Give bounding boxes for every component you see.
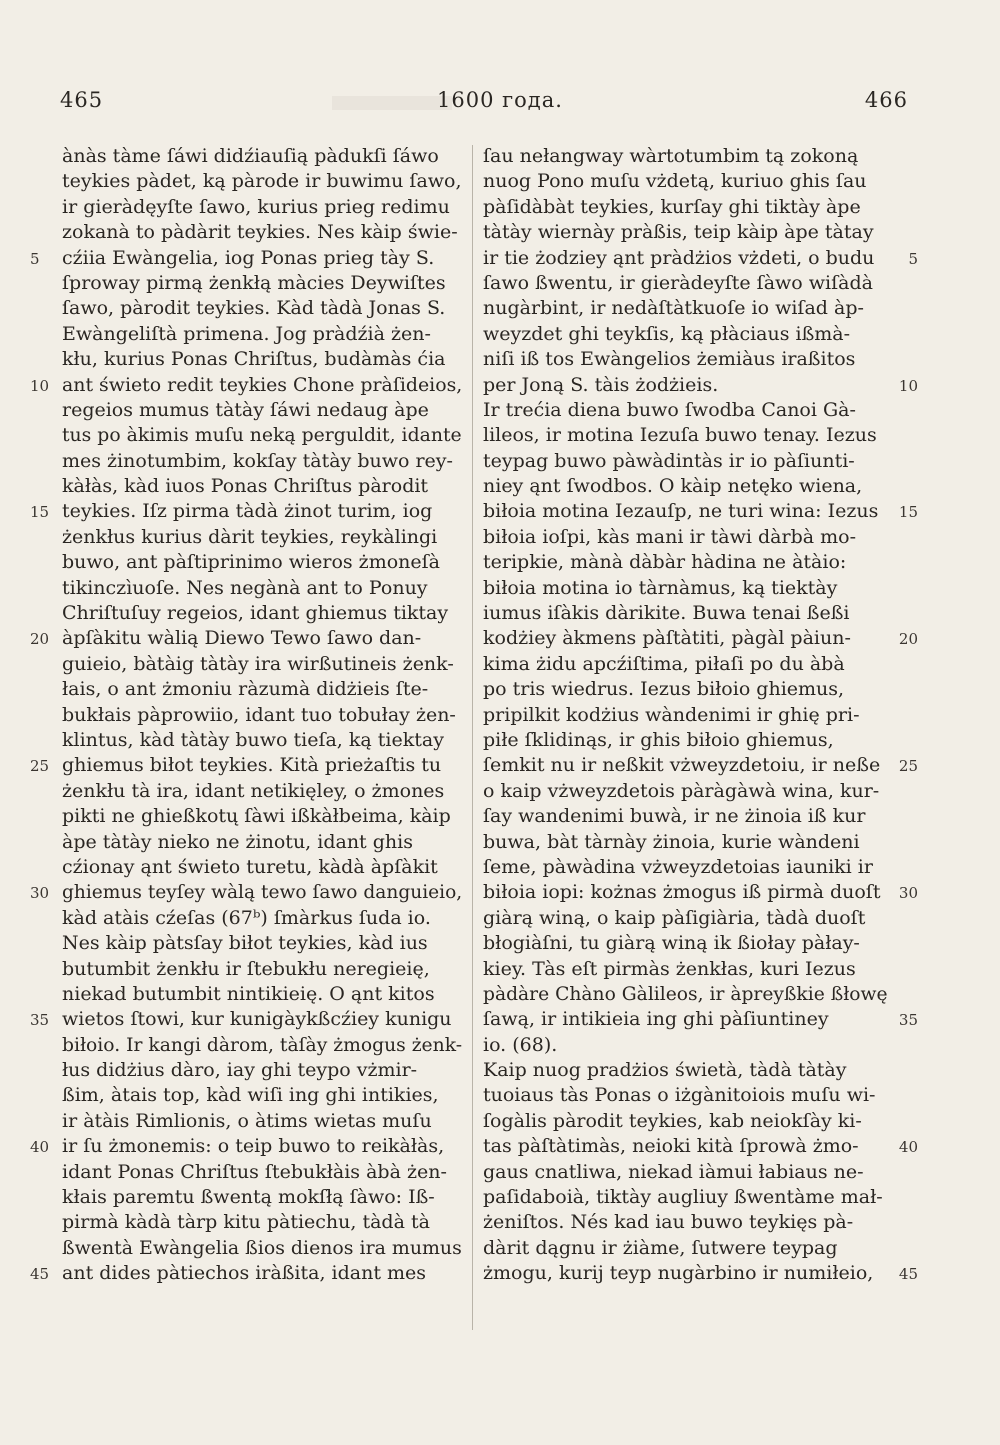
line-text: io. (68). — [483, 1033, 558, 1056]
line-number: 25 — [30, 757, 50, 776]
line-text: klintus, kàd tàtày buwo tieſa, ką tiektay — [62, 728, 444, 751]
line-text: żeniſtos. Nés kad iau buwo teykięs pà- — [483, 1211, 854, 1234]
line-text: tus po àkimis muſu neką perguldit, idante — [62, 424, 462, 447]
line-text: ſawo ßwentu, ir gieràdeyſte ſàwo wiſàdà — [483, 271, 873, 294]
text-line — [483, 906, 888, 931]
text-line — [62, 677, 462, 702]
text-line — [483, 576, 888, 601]
line-text: ſawo, pàrodit teykies. Kàd tàdà Jonas S. — [62, 297, 446, 320]
text-line — [483, 373, 918, 398]
left-page-number: 465 — [60, 88, 104, 112]
line-text: àpe tàtày nieko ne żinotu, idant ghis — [62, 830, 413, 853]
text-line — [62, 144, 462, 169]
line-text: dàrit dągnu ir żiàme, ſutwere teypag — [483, 1236, 838, 1259]
line-text: gaus cnatliwa, niekad iàmui łabiaus ne- — [483, 1160, 864, 1183]
text-line — [30, 753, 462, 778]
text-line — [62, 982, 462, 1007]
line-number: 20 — [898, 630, 918, 649]
text-line — [483, 830, 888, 855]
text-line — [62, 855, 462, 880]
line-text: żenkłu tà ira, idant netikięley, o żmones — [62, 779, 445, 802]
line-text: ant świeto redit teykies Chone pràſideios, — [62, 373, 463, 396]
text-line — [62, 271, 462, 296]
text-line — [483, 728, 888, 753]
line-text: tikinczìuoſe. Nes negànà ant to Ponuy — [62, 576, 428, 599]
text-line — [483, 423, 888, 448]
line-number: 15 — [898, 503, 918, 522]
line-text: Kaip nuog pradżios świetà, tàdà tàtày — [483, 1059, 847, 1082]
text-line — [483, 880, 918, 905]
text-line — [62, 474, 462, 499]
line-number: 5 — [30, 249, 40, 268]
line-text: ghiemus teyſey wàlą tewo ſawo danguieio, — [62, 881, 463, 904]
line-text: pikti ne ghießkotų ſàwi ißkàłbeima, kàip — [62, 805, 451, 828]
line-text: kłu, kurius Ponas Chriſtus, budàmàs ćia — [62, 348, 446, 371]
text-line — [30, 373, 463, 398]
text-line — [62, 525, 462, 550]
line-text: piłe ſklidinąs, ir ghis biłoio ghiemus, — [483, 728, 834, 751]
text-line — [483, 1083, 888, 1108]
line-text: weyzdet ghi teykſis, ką płàciaus ißmà- — [483, 322, 851, 345]
line-text: ſogàlis pàrodit teykies, kab neiokſày ki- — [483, 1109, 862, 1132]
line-text: guieio, bàtàig tàtày ira wirßutineis żenk- — [62, 652, 454, 675]
text-line — [483, 195, 888, 220]
text-line — [483, 246, 918, 271]
text-line — [30, 246, 462, 271]
line-number: 25 — [898, 757, 918, 776]
text-line — [483, 1160, 888, 1185]
line-text: ir àtàis Rimlionis, o àtims wietas muſu — [62, 1109, 432, 1132]
text-line — [30, 1261, 462, 1286]
text-line — [483, 1109, 888, 1134]
line-number: 40 — [898, 1138, 918, 1157]
text-line — [483, 779, 888, 804]
text-line — [483, 1185, 888, 1210]
text-line — [62, 322, 462, 347]
line-text: regeios mumus tàtày ſáwi nedaug àpe — [62, 398, 429, 421]
line-text: żmogu, kurij teyp nugàrbino ir numiłeio, — [483, 1262, 874, 1285]
text-line — [483, 1236, 888, 1261]
line-text: per Joną S. tàis żodżieis. — [483, 373, 719, 396]
line-text: paſidaboià, tiktày augliuy ßwentàme mał- — [483, 1186, 883, 1209]
line-number: 35 — [30, 1011, 50, 1030]
line-text: giàrą winą, o kaip pàſigiària, tàdà duoſt — [483, 906, 866, 929]
line-text: cźionay ąnt świeto turetu, kàdà àpſàkit — [62, 855, 438, 878]
line-number: 20 — [30, 630, 50, 649]
text-line — [62, 652, 462, 677]
line-text: kiey. Tàs eſt pirmàs żenkłas, kuri Iezus — [483, 957, 856, 980]
line-text: ßwentà Ewàngelia ßios dienos ira mumus — [62, 1236, 462, 1259]
line-text: ant dides pàtiechos iràßita, idant mes — [62, 1262, 427, 1285]
text-line — [483, 1134, 918, 1159]
line-number: 35 — [898, 1011, 918, 1030]
text-line — [62, 906, 462, 931]
text-line — [62, 1160, 462, 1185]
line-number: 10 — [30, 376, 50, 395]
page-header — [0, 88, 1000, 122]
text-line — [62, 220, 462, 245]
line-text: ànàs tàme ſáwi didźiauſią pàdukſi ſáwo — [62, 145, 439, 167]
column-divider — [472, 145, 473, 1330]
text-line — [483, 753, 918, 778]
line-number: 15 — [30, 503, 50, 522]
line-text: butumbit żenkłu ir ſtebukłu neregieię, — [62, 957, 430, 980]
line-text: biłoio. Ir kangi dàrom, tàſày żmogus żenk- — [62, 1033, 463, 1056]
line-text: nuog Pono muſu vżdetą, kuriuo ghis ſau — [483, 170, 867, 193]
text-line — [483, 1210, 888, 1235]
right-text-column — [483, 144, 918, 1344]
text-line — [62, 1236, 462, 1261]
line-text: pripilkit kodżius wàndenimi ir ghię pri- — [483, 703, 860, 726]
line-text: biłoia ioſpi, kàs mani ir tàwi dàrbà mo- — [483, 525, 856, 548]
text-line — [483, 601, 888, 626]
line-text: Ir trećia diena buwo ſwodba Canoi Gà- — [483, 398, 856, 421]
line-text: zokanà to pàdàrit teykies. Nes kàip świe- — [62, 221, 458, 244]
text-line — [483, 525, 888, 550]
line-text: biłoia iopi: kożnas żmogus iß pirmà duoſt — [483, 881, 881, 904]
line-text: tas pàſtàtimàs, neioki kità ſprowà żmo- — [483, 1135, 859, 1158]
line-number: 40 — [30, 1138, 50, 1157]
line-number: 45 — [898, 1265, 918, 1284]
line-text: cźiia Ewàngelia, iog Ponas prieg tày S. — [62, 246, 435, 269]
text-line — [483, 1058, 888, 1083]
text-line — [62, 347, 462, 372]
text-line — [483, 144, 888, 169]
line-text: mes żinotumbim, kokſay tàtày buwo rey- — [62, 449, 453, 472]
line-text: wietos ſtowi, kur kunigàykßcźiey kunigu — [62, 1008, 452, 1031]
line-text: kàłàs, kàd iuos Ponas Chriſtus pàrodit — [62, 475, 429, 498]
text-line — [62, 195, 462, 220]
right-page-number: 466 — [864, 88, 908, 112]
line-text: ir ſu żmonemis: o teip buwo to reikàłàs, — [62, 1135, 445, 1158]
line-number: 30 — [898, 884, 918, 903]
line-text: pàdàre Chàno Gàlileos, ir àpreyßkie ßłowę — [483, 982, 888, 1005]
text-line — [62, 703, 462, 728]
text-line — [62, 296, 462, 321]
text-line — [483, 398, 888, 423]
line-text: Ewàngeliſtà primena. Jog pràdźià żen- — [62, 322, 431, 345]
line-text: ſeme, pàwàdina vżweyzdetoias iauniki ir — [483, 855, 873, 878]
text-line — [62, 1033, 462, 1058]
line-text: teypag buwo pàwàdintàs ir io pàſiunti- — [483, 449, 855, 472]
text-line — [30, 880, 463, 905]
text-line — [62, 1058, 462, 1083]
line-text: ſproway pirmą żenkłą màcies Deywiſtes — [62, 271, 446, 294]
text-line — [483, 677, 888, 702]
line-text: ſau nełangway wàrtotumbim tą zokoną — [483, 145, 859, 167]
line-text: nugàrbint, ir nedàſtàtkuoſe io wiſad àp- — [483, 297, 864, 320]
line-text: idant Ponas Chriſtus ſtebukłàis àbà żen- — [62, 1160, 447, 1183]
text-line — [62, 931, 462, 956]
text-line — [483, 220, 888, 245]
line-text: lileos, ir motina Iezuſa buwo tenay. Iezus — [483, 424, 877, 447]
line-text: łus didżius dàro, iay ghi teypo vżmir- — [62, 1059, 418, 1082]
text-line — [483, 499, 918, 524]
line-text: ſemkit nu ir neßkit vżweyzdetoiu, ir neße — [483, 754, 881, 777]
line-text: teykies pàdet, ką pàrode ir buwimu ſawo, — [62, 170, 462, 193]
text-line — [62, 830, 462, 855]
text-line — [62, 1210, 462, 1235]
line-number: 30 — [30, 884, 50, 903]
line-text: po tris wiedrus. Iezus biłoio ghiemus, — [483, 678, 845, 701]
text-line — [62, 449, 462, 474]
text-line — [62, 169, 462, 194]
text-line — [483, 1033, 888, 1058]
line-text: biłoia motina io tàrnàmus, ką tiektày — [483, 576, 838, 599]
text-line — [483, 855, 888, 880]
line-text: Chriſtuſuy regeios, idant ghiemus tiktay — [62, 602, 449, 625]
line-text: biłoia motina Iezauſp, ne turi wina: Iezus — [483, 500, 879, 523]
line-text: błogiàſni, tu giàrą winą ik ßiołay pàłay- — [483, 932, 860, 955]
line-text: niſi iß tos Ewàngelios żemiàus iraßitos — [483, 348, 856, 371]
line-text: iumus iſàkis dàrikite. Buwa tenai ßeßi — [483, 602, 850, 625]
text-line — [62, 728, 462, 753]
text-line — [30, 1007, 462, 1032]
text-line — [30, 626, 462, 651]
line-number: 10 — [898, 376, 918, 395]
line-text: łais, o ant żmoniu ràzumà didżieis ſte- — [62, 678, 429, 701]
line-text: tàtày wiernày pràßis, teip kàip àpe tàtay — [483, 221, 874, 244]
text-line — [483, 550, 888, 575]
line-text: o kaip vżweyzdetois pàràgàwà wina, kur- — [483, 779, 880, 802]
line-text: niekad butumbit nintikieię. O ąnt kitos — [62, 982, 435, 1005]
line-text: buwo, ant pàſtiprinimo wieros żmoneſà — [62, 551, 440, 574]
left-text-column — [30, 144, 463, 1344]
line-number: 5 — [908, 249, 918, 268]
text-line — [483, 957, 888, 982]
line-text: ßim, àtais top, kàd wiſi ing ghi intikies, — [62, 1084, 439, 1107]
text-line — [483, 474, 888, 499]
text-line — [483, 652, 888, 677]
text-line — [483, 347, 888, 372]
text-line — [62, 398, 462, 423]
text-line — [62, 804, 462, 829]
text-line — [30, 1134, 462, 1159]
line-text: niey ąnt ſwodbos. O kàip netęko wiena, — [483, 475, 863, 498]
line-text: ir tie żodziey ąnt pràdżios vżdeti, o budu — [483, 246, 875, 269]
text-line — [483, 982, 888, 1007]
line-text: kima żidu apcźiſtima, piłaſi po du àbà — [483, 652, 845, 675]
text-line — [483, 296, 888, 321]
line-text: kłais paremtu ßwentą mokſłą ſàwo: Iß- — [62, 1186, 435, 1209]
text-line — [62, 957, 462, 982]
text-line — [483, 449, 888, 474]
line-text: żenkłus kurius dàrit teykies, reykàlingi — [62, 525, 438, 548]
line-text: ir gieràdęyſte ſawo, kurius prieg redimu — [62, 195, 450, 218]
text-line — [62, 1083, 462, 1108]
line-text: pirmà kàdà tàrp kitu pàtiechu, tàdà tà — [62, 1211, 430, 1234]
line-text: teripkie, mànà dàbàr hàdina ne àtàio: — [483, 551, 847, 574]
line-text: àpſàkitu wàlią Diewo Tewo ſawo dan- — [62, 627, 422, 650]
text-line — [62, 601, 462, 626]
text-line — [62, 779, 462, 804]
line-text: bukłais pàprowiio, idant tuo tobułay żen- — [62, 703, 456, 726]
text-line — [483, 169, 888, 194]
running-title: 1600 года. — [437, 88, 563, 112]
text-line — [62, 423, 462, 448]
line-text: tuoiaus tàs Ponas o iżgànitoiois muſu wi- — [483, 1084, 876, 1107]
line-text: kàd atàis cźeſas (67ᵇ) ſmàrkus ſuda io. — [62, 906, 431, 929]
text-line — [62, 1109, 462, 1134]
text-line — [62, 576, 462, 601]
line-text: ghiemus biłot teykies. Kità prieżaſtis tu — [62, 754, 442, 777]
line-text: ſay wandenimi buwà, ir ne żinoia iß kur — [483, 805, 866, 828]
text-line — [62, 1185, 462, 1210]
line-number: 45 — [30, 1265, 50, 1284]
text-line — [483, 1007, 918, 1032]
text-line — [30, 499, 462, 524]
text-line — [483, 703, 888, 728]
line-text: teykies. Iſz pirma tàdà żinot turim, iog — [62, 500, 433, 523]
line-text: buwa, bàt tàrnày żinoia, kurie wàndeni — [483, 830, 860, 853]
text-line — [483, 271, 888, 296]
text-line — [483, 626, 918, 651]
text-line — [62, 550, 462, 575]
text-line — [483, 804, 888, 829]
line-text: Nes kàip pàtsſay biłot teykies, kàd ius — [62, 932, 428, 955]
line-text: ſawą, ir intikieia ing ghi pàſiuntiney — [483, 1008, 829, 1031]
text-line — [483, 322, 888, 347]
text-line — [483, 1261, 918, 1286]
line-text: pàſidàbàt teykies, kurſay ghi tiktày àpe — [483, 195, 861, 218]
line-text: kodżiey àkmens pàſtàtiti, pàgàl pàiun- — [483, 627, 851, 650]
text-line — [483, 931, 888, 956]
